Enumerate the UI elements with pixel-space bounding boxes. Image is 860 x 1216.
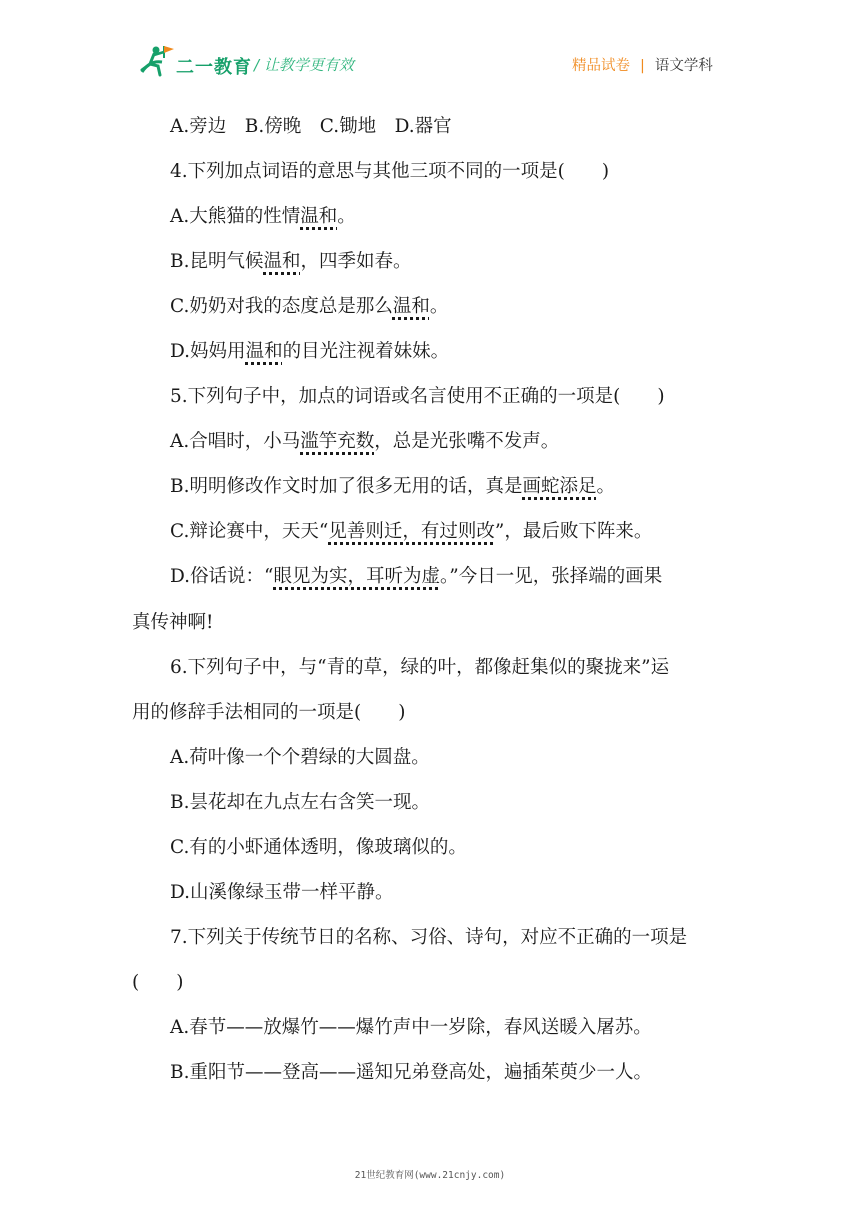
option-5d-continued: 真传神啊! — [132, 612, 214, 633]
question-7-line1: 7.下列关于传统节日的名称、习俗、诗句，对应不正确的一项是 — [170, 927, 688, 948]
option-5a — [170, 429, 559, 455]
option-5b — [170, 474, 615, 500]
question-6-line2: 用的修辞手法相同的一项是( ) — [132, 702, 406, 723]
option-5d — [170, 564, 662, 590]
text-segment: B.明明修改作文时加了很多无用的话，真是 — [170, 476, 523, 497]
logo-text: 二一教育 — [176, 57, 252, 78]
page-footer: 21世纪教育网(www.21cnjy.com) — [354, 1170, 506, 1181]
running-man-flag-icon — [136, 42, 178, 82]
option-6b: B.昙花却在九点左右含笑一现。 — [170, 792, 430, 813]
question-4: 4.下列加点词语的意思与其他三项不同的一项是( ) — [170, 161, 610, 182]
text-segment: ”，最后败下阵来。 — [494, 521, 653, 542]
question-7-line2: ( ) — [132, 972, 184, 993]
logo — [136, 42, 252, 82]
dotted-word: 温和 — [245, 341, 283, 362]
option-6c: C.有的小虾通体透明，像玻璃似的。 — [170, 837, 467, 858]
text-segment: 。 — [429, 296, 449, 317]
dotted-word: 滥竽充数 — [300, 431, 375, 452]
dotted-word: 温和 — [263, 251, 301, 272]
text-segment: ，四季如春。 — [300, 251, 412, 272]
question-6-line1: 6.下列句子中，与“青的草，绿的叶，都像赶集似的聚拢来”运 — [170, 657, 670, 678]
option-4c — [170, 294, 448, 320]
text-segment: C.辩论赛中，天天“ — [170, 521, 329, 542]
text-segment: D.妈妈用 — [170, 341, 246, 362]
question-5: 5.下列句子中，加点的词语或名言使用不正确的一项是( ) — [170, 386, 665, 407]
option-6d: D.山溪像绿玉带一样平静。 — [170, 882, 394, 903]
text-segment: 。 — [337, 206, 356, 227]
dotted-word: 温和 — [300, 206, 338, 227]
text-line: A.旁边 B.傍晚 C.锄地 D.器官 — [170, 116, 452, 137]
option-4d — [170, 339, 449, 365]
slogan: / 让教学更有效 — [254, 56, 354, 74]
text-segment: ，总是光张嘴不发声。 — [374, 431, 560, 452]
page-header — [0, 0, 860, 100]
text-segment: 。 — [596, 476, 616, 497]
dotted-word: 温和 — [392, 296, 430, 317]
option-6a: A.荷叶像一个个碧绿的大圆盘。 — [170, 747, 430, 768]
dotted-word: 眼见为实，耳听为虚 — [273, 566, 441, 587]
text-segment: 。”今日一见，张择端的画果 — [440, 566, 663, 587]
text-segment: B.昆明气候 — [170, 251, 264, 272]
header-tags — [572, 54, 713, 75]
option-4b — [170, 249, 412, 275]
text-segment: C.奶奶对我的态度总是那么 — [170, 296, 393, 317]
dotted-word: 画蛇添足 — [522, 476, 597, 497]
text-segment: A.合唱时，小马 — [170, 431, 301, 452]
tag-label: 精品试卷 — [572, 58, 630, 74]
header-separator: | — [640, 58, 645, 74]
subject-label: 语文学科 — [654, 58, 713, 74]
option-5c — [170, 519, 652, 545]
text-segment: 的目光注视着妹妹。 — [282, 341, 450, 362]
option-7a: A.春节——放爆竹——爆竹声中一岁除，春风送暖入屠苏。 — [170, 1017, 652, 1038]
text-segment: A.大熊猫的性情 — [170, 206, 301, 227]
option-4a — [170, 204, 356, 230]
text-segment: D.俗话说：“ — [170, 566, 274, 587]
option-7b: B.重阳节——登高——遥知兄弟登高处，遍插茱萸少一人。 — [170, 1062, 652, 1083]
dotted-word: 见善则迁，有过则改 — [328, 521, 495, 542]
